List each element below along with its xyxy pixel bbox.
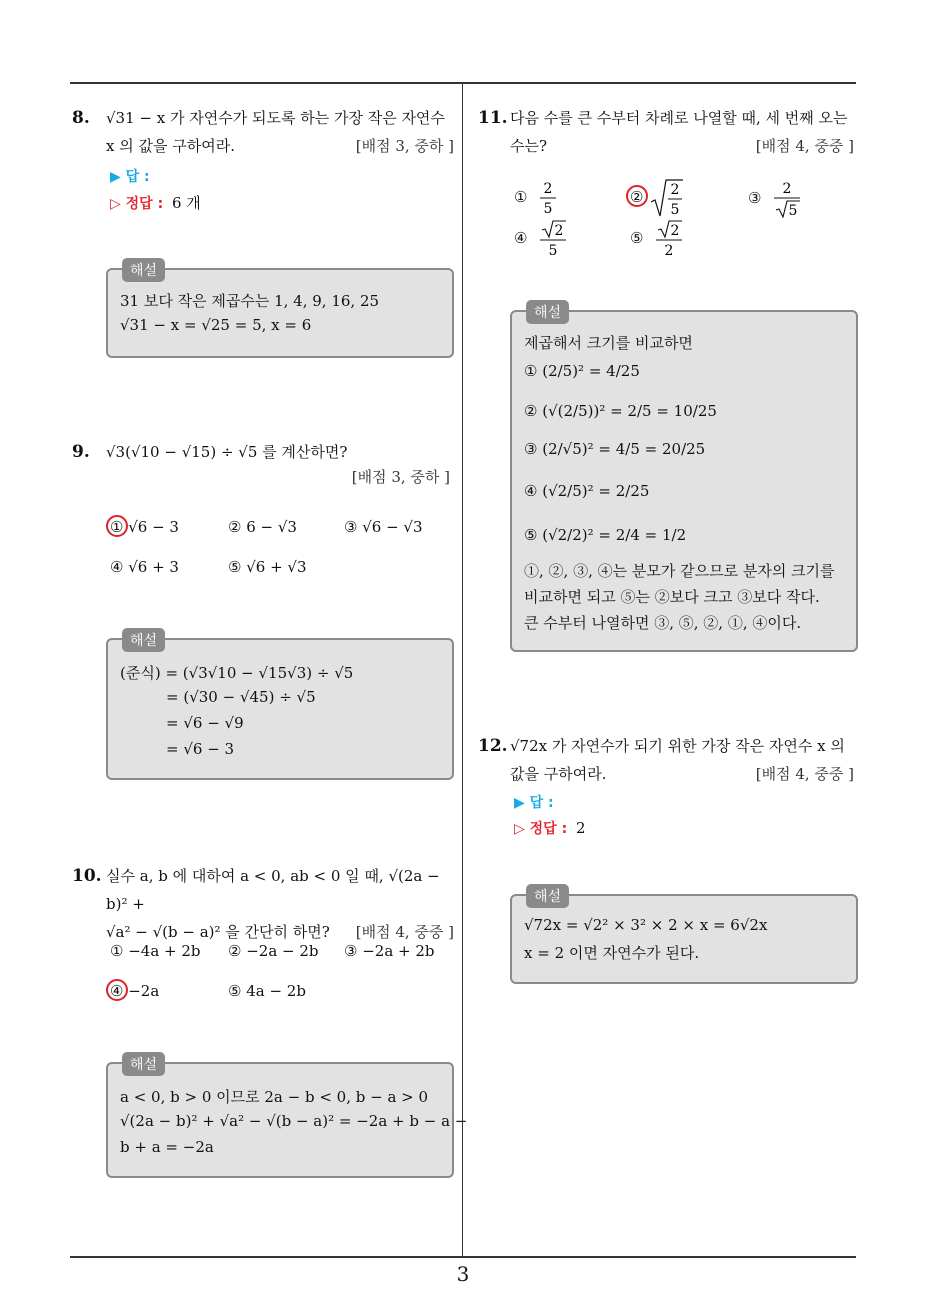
- solution-line: ① (2/5)² = 4/25: [524, 362, 640, 380]
- solution-line: b + a = −2a: [120, 1138, 214, 1156]
- question-line: 다음 수를 큰 수부터 차례로 나열할 때, 세 번째 오는: [510, 109, 848, 127]
- question-line: 실수 a, b 에 대하여 a < 0, ab < 0 일 때, √(2a − b)² +: [106, 867, 440, 913]
- solution-tag: 해설: [122, 628, 165, 652]
- solution-line: (준식) = (√3√10 − √15√3) ÷ √5: [120, 664, 354, 682]
- question-text: [106, 104, 454, 160]
- choice-marker: ④: [514, 229, 528, 247]
- choice-1[interactable]: ① −4a + 2b: [110, 942, 201, 960]
- top-rule: [70, 82, 856, 84]
- solution-line: ①, ②, ③, ④는 분모가 같으므로 분자의 크기를: [524, 562, 835, 580]
- solution-box: [106, 263, 454, 358]
- question-number: 9.: [72, 442, 90, 462]
- choice-marker: ①: [514, 188, 528, 206]
- choice-marker: ②: [630, 188, 644, 206]
- svg-text:5: 5: [543, 201, 553, 216]
- solution-line: ③ (2/√5)² = 4/5 = 20/25: [524, 440, 706, 458]
- choice-5[interactable]: ⑤ 4a − 2b: [228, 982, 306, 1000]
- solution-line: 31 보다 작은 제곱수는 1, 4, 9, 16, 25: [120, 292, 380, 310]
- correct-answer: [514, 818, 586, 838]
- solution-line: = (√30 − √45) ÷ √5: [166, 688, 316, 706]
- solution-tag: 해설: [526, 300, 569, 324]
- question-line: √a² − √(b − a)² 을 간단히 하면?: [106, 923, 330, 941]
- correct-answer-label: ▷ 정답 :: [514, 821, 568, 837]
- fraction-2-over-5: [538, 180, 558, 216]
- svg-text:2: 2: [543, 181, 553, 197]
- question-line: √31 − x 가 자연수가 되도록 하는 가장 작은 자연수: [106, 109, 445, 127]
- solution-line: x = 2 이면 자연수가 된다.: [524, 944, 700, 962]
- solution-box: [510, 889, 858, 984]
- choice-marker: ③: [748, 189, 762, 207]
- solution-line: a < 0, b > 0 이므로 2a − b < 0, b − a > 0: [120, 1088, 429, 1106]
- solution-box: [510, 305, 858, 652]
- svg-text:2: 2: [664, 243, 674, 258]
- question-number: 8.: [72, 108, 90, 128]
- sqrt-2-over-5: [650, 178, 684, 218]
- solution-box: [106, 1057, 468, 1178]
- choice-5[interactable]: [630, 220, 684, 258]
- question-number: 10.: [72, 866, 102, 886]
- svg-text:5: 5: [670, 202, 680, 218]
- solution-tag: 해설: [122, 1052, 165, 1076]
- choice-1[interactable]: [514, 180, 558, 216]
- choice-marker: ⑤: [630, 229, 644, 247]
- question-line: x 의 값을 구하여라.: [106, 137, 235, 155]
- question-meta: [배점 4, 중중 ]: [755, 137, 854, 155]
- answer-input-label[interactable]: ▶ 답 :: [110, 169, 150, 185]
- bottom-rule: [70, 1256, 856, 1258]
- question-meta: [배점 3, 중하 ]: [355, 137, 454, 155]
- solution-line: = √6 − 3: [166, 740, 235, 758]
- solution-line: 제곱해서 크기를 비교하면: [524, 334, 693, 352]
- question-text: [510, 104, 858, 160]
- correct-answer-value: 2: [575, 819, 586, 837]
- svg-text:5: 5: [788, 203, 798, 218]
- question-meta: [배점 3, 중하 ]: [351, 468, 450, 486]
- choice-4[interactable]: ④ √6 + 3: [110, 558, 179, 576]
- question-number: 12.: [478, 736, 508, 756]
- solution-tag: 해설: [122, 258, 165, 282]
- correct-answer-label: ▷ 정답 :: [110, 196, 164, 212]
- svg-text:5: 5: [548, 243, 558, 258]
- choice-3[interactable]: ③ −2a + 2b: [344, 942, 435, 960]
- selected-choice-mark: [106, 979, 128, 1001]
- question-text: [510, 732, 858, 788]
- solution-line: 비교하면 되고 ⑤는 ②보다 크고 ③보다 작다.: [524, 588, 820, 606]
- answer-input-label[interactable]: ▶ 답 :: [514, 795, 554, 811]
- question-line: 수는?: [510, 137, 548, 155]
- svg-text:2: 2: [554, 223, 564, 239]
- svg-text:2: 2: [670, 182, 680, 198]
- question-text: √3(√10 − √15) ÷ √5 를 계산하면?: [106, 443, 348, 461]
- solution-line: √(2a − b)² + √a² − √(b − a)² = −2a + b − a −: [120, 1112, 468, 1130]
- choice-4[interactable]: [514, 220, 568, 258]
- solution-line: √31 − x = √25 = 5, x = 6: [120, 316, 312, 334]
- question-meta: [배점 4, 중중 ]: [355, 923, 454, 941]
- choice-2[interactable]: ② −2a − 2b: [228, 942, 319, 960]
- fraction-sqrt2-over-5: [538, 220, 568, 258]
- choice-5[interactable]: ⑤ √6 + √3: [228, 558, 307, 576]
- correct-answer-value: 6 개: [171, 194, 201, 212]
- solution-line: √72x = √2² × 3² × 2 × x = 6√2x: [524, 916, 768, 934]
- choice-3[interactable]: [748, 180, 802, 218]
- selected-choice-mark: [106, 515, 128, 537]
- fraction-sqrt2-over-2: [654, 220, 684, 258]
- solution-line: = √6 − √9: [166, 714, 244, 732]
- solution-tag: 해설: [526, 884, 569, 908]
- svg-text:2: 2: [670, 223, 680, 239]
- page-number: 3: [456, 1262, 470, 1286]
- solution-line: ④ (√2/5)² = 2/25: [524, 482, 650, 500]
- fraction-2-over-sqrt5: [772, 180, 802, 218]
- choice-2[interactable]: ② 6 − √3: [228, 518, 297, 536]
- selected-choice-mark: [626, 185, 648, 207]
- question-line: 값을 구하여라.: [510, 765, 607, 783]
- question-meta: [배점 4, 중중 ]: [755, 765, 854, 783]
- svg-text:2: 2: [782, 181, 792, 197]
- solution-line: ⑤ (√2/2)² = 2/4 = 1/2: [524, 526, 687, 544]
- question-number: 11.: [478, 108, 508, 128]
- solution-line: ② (√(2/5))² = 2/5 = 10/25: [524, 402, 717, 420]
- choice-3[interactable]: ③ √6 − √3: [344, 518, 423, 536]
- column-divider: [462, 83, 463, 1258]
- choice-1[interactable]: ① √6 − 3: [110, 518, 179, 536]
- solution-line: 큰 수부터 나열하면 ③, ⑤, ②, ①, ④이다.: [524, 614, 802, 632]
- choice-4[interactable]: ④ −2a: [110, 982, 160, 1000]
- solution-box: [106, 633, 454, 780]
- question-line: √72x 가 자연수가 되기 위한 가장 작은 자연수 x 의: [510, 737, 845, 755]
- correct-answer: [110, 192, 201, 213]
- question-text: [106, 862, 454, 946]
